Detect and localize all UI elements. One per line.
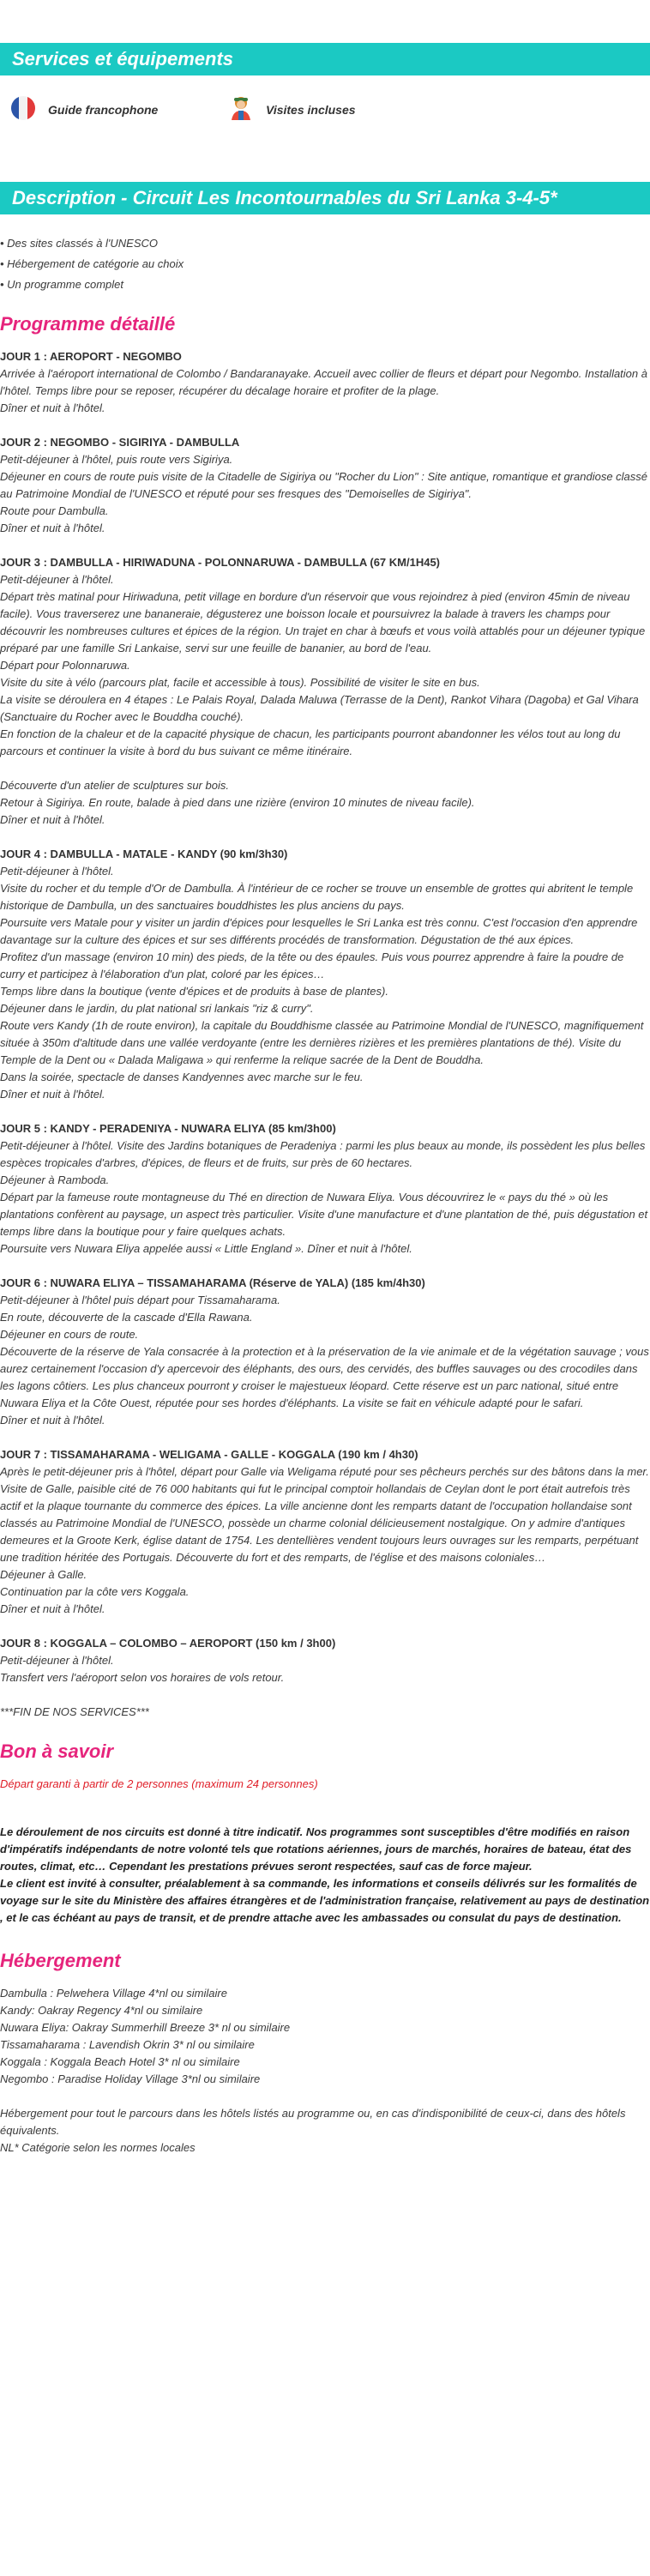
- service-item-guide: [10, 95, 228, 125]
- end-note: ***FIN DE NOS SERVICES***: [0, 1705, 149, 1718]
- legal-notice: [0, 1824, 650, 1927]
- day-title: JOUR 6 : NUWARA ELIYA – TISSAMAHARAMA (Réserve de YALA) (185 km/4h30): [0, 1276, 425, 1289]
- day-section: [0, 554, 650, 829]
- day-title: JOUR 8 : KOGGALA – COLOMBO – AEROPORT (150 km / 3h00): [0, 1637, 336, 1650]
- hotel-item: Dambulla : Pelwehera Village 4*nl ou similaire: [0, 1987, 227, 2000]
- day-line: Découverte d'un atelier de sculptures sur bois.: [0, 779, 229, 792]
- day-title: JOUR 2 : NEGOMBO - SIGIRIYA - DAMBULLA: [0, 436, 240, 449]
- day-line: Dans la soirée, spectacle de danses Kandyennes avec marche sur le feu.: [0, 1071, 364, 1083]
- description-title: Description - Circuit Les Incontournables du Sri Lanka 3-4-5*: [12, 187, 557, 208]
- hotel-item: Tissamaharama : Lavendish Okrin 3* nl ou similaire: [0, 2038, 255, 2051]
- french-flag-icon: [10, 95, 36, 125]
- accommodation-note: Hébergement pour tout le parcours dans les hôtels listés au programme ou, en cas d'indisponibilité de ceux-ci, dans des hôtels équivalents.: [0, 2107, 626, 2137]
- program-days: [0, 348, 650, 1686]
- day-line: Route pour Dambulla.: [0, 504, 109, 517]
- main-content: [0, 233, 650, 2157]
- accommodation-notes: [0, 2105, 650, 2157]
- day-line: Dîner et nuit à l'hôtel.: [0, 401, 105, 414]
- day-line: Petit-déjeuner à l'hôtel.: [0, 1654, 114, 1667]
- day-section: [0, 348, 650, 417]
- description-header: [0, 182, 650, 214]
- day-line: Visite du rocher et du temple d'Or de Dambulla. À l'intérieur de ce rocher se trouve un ensemble de grottes qui abritent le temple historique de Dambulla, un des sanctuaires bouddhistes les plus anciens du pays.: [0, 882, 634, 912]
- day-line: La visite se déroulera en 4 étapes : Le Palais Royal, Dalada Maluwa (Terrasse de la Dent), Rankot Vihara (Dagoba) et Gal Vihara (Sanctuaire du Rocher avec le Bouddha couché).: [0, 693, 639, 723]
- hotel-item: Nuwara Eliya: Oakray Summerhill Breeze 3* nl ou similaire: [0, 2021, 291, 2034]
- day-line: Dîner et nuit à l'hôtel.: [0, 1414, 105, 1427]
- good-to-know-title: Bon à savoir: [0, 1740, 114, 1762]
- service-item-visits: [228, 95, 446, 125]
- highlights-list: [0, 233, 650, 295]
- day-line: Déjeuner en cours de route.: [0, 1328, 139, 1341]
- hotel-item: Kandy: Oakray Regency 4*nl ou similaire: [0, 2004, 203, 2017]
- guide-person-icon: [228, 95, 254, 125]
- day-line: Temps libre dans la boutique (vente d'épices et de produits à base de plantes).: [0, 985, 388, 998]
- day-line: Visite du site à vélo (parcours plat, facile et accessible à tous). Possibilité de visiter le site en bus.: [0, 676, 480, 689]
- day-title: JOUR 1 : AEROPORT - NEGOMBO: [0, 350, 182, 363]
- service-label-visits: Visites incluses: [266, 103, 356, 117]
- hotel-item: Negombo : Paradise Holiday Village 3*nl ou similaire: [0, 2072, 261, 2085]
- service-label-guide: Guide francophone: [48, 103, 159, 117]
- day-line: [0, 760, 650, 777]
- day-section: [0, 846, 650, 1103]
- highlight-item: • Hébergement de catégorie au choix: [0, 257, 184, 270]
- accommodation-title: Hébergement: [0, 1950, 121, 1971]
- day-line: Déjeuner dans le jardin, du plat national sri lankais "riz & curry".: [0, 1002, 314, 1015]
- legal-paragraph: Le déroulement de nos circuits est donné à titre indicatif. Nos programmes sont susceptibles d'être modifiés en raison d'impératifs indépendants de notre volonté tels que rotations aériennes, jours de marchés, horaires de bateau, état des routes, climat, etc… Cependant les prestations prévues seront respectées, sauf cas de force majeur.: [0, 1825, 632, 1873]
- services-header: [0, 43, 650, 75]
- services-list: [0, 91, 650, 129]
- day-line: Petit-déjeuner à l'hôtel, puis route vers Sigiriya.: [0, 453, 233, 466]
- day-line: Route vers Kandy (1h de route environ), la capitale du Bouddhisme classée au Patrimoine Mondial de l'UNESCO, magnifiquement située à 350m d'altitude dans une vallée verdoyante (entre les dernières rizières et les premières plantations de thé). Visite du Temple de la Dent ou « Dalada Maligawa » qui renferme la relique sacrée de la Dent de Bouddha.: [0, 1019, 644, 1066]
- day-section: [0, 1120, 650, 1258]
- accommodation-note: NL* Catégorie selon les normes locales: [0, 2141, 196, 2154]
- highlight-item: • Des sites classés à l'UNESCO: [0, 237, 159, 250]
- day-line: Départ pour Polonnaruwa.: [0, 659, 130, 672]
- departure-guarantee: Départ garanti à partir de 2 personnes (maximum 24 personnes): [0, 1777, 318, 1790]
- day-line: Poursuite vers Matale pour y visiter un jardin d'épices pour lesquelles le Sri Lanka est très connu. C'est l'occasion d'en apprendre davantage sur la culture des épices et sur ses différents procédés de transformation. Dégustation de thé aux épices.: [0, 916, 638, 946]
- day-line: Départ très matinal pour Hiriwaduna, petit village en bordure d'un réservoir que vous rejoindrez à pied (environ 45min de niveau facile). Vous traverserez une bananeraie, dégusterez une boisson locale et poursuivrez la balade à travers les champs pour découvrir les nombreuses cultures et épices de la région. Un trajet en char à bœufs et vous voilà attablés pour un déjeuner typique préparé par une famille Sri Lankaise, servi sur une feuille de bananier, au bord de l'eau.: [0, 590, 646, 655]
- day-line: Retour à Sigiriya. En route, balade à pied dans une rizière (environ 10 minutes de niveau facile).: [0, 796, 475, 809]
- day-line: Petit-déjeuner à l'hôtel puis départ pour Tissamaharama.: [0, 1294, 280, 1306]
- day-line: Arrivée à l'aéroport international de Colombo / Bandaranayake. Accueil avec collier de fleurs et départ pour Negombo. Installation à l'hôtel. Temps libre pour se reposer, récupérer du décalage horaire et profiter de la plage.: [0, 367, 647, 397]
- day-section: [0, 1446, 650, 1618]
- day-line: Dîner et nuit à l'hôtel.: [0, 1602, 105, 1615]
- hotel-item: Koggala : Koggala Beach Hotel 3* nl ou similaire: [0, 2055, 240, 2068]
- day-line: Dîner et nuit à l'hôtel.: [0, 1088, 105, 1101]
- day-line: Petit-déjeuner à l'hôtel. Visite des Jardins botaniques de Peradeniya : parmi les plus beaux au monde, ils possèdent les plus belles espèces tropicales d'arbres, d'épices, de fleurs et de fruits, sur près de 60 hectares.: [0, 1139, 646, 1169]
- day-line: Dîner et nuit à l'hôtel.: [0, 522, 105, 534]
- day-title: JOUR 4 : DAMBULLA - MATALE - KANDY (90 km/3h30): [0, 848, 288, 860]
- day-line: En fonction de la chaleur et de la capacité physique de chacun, les participants pourront abandonner les vélos tout au long du parcours et continuer la visite à bord du bus suivant ce même itinéraire.: [0, 727, 621, 757]
- day-line: Petit-déjeuner à l'hôtel.: [0, 865, 114, 878]
- day-line: Dîner et nuit à l'hôtel.: [0, 813, 105, 826]
- day-line: Profitez d'un massage (environ 10 min) des pieds, de la tête ou des épaules. Puis vous pourrez apprendre à faire la poudre de curry et participez à l'élaboration d'un plat, coloré par les épices…: [0, 950, 624, 980]
- day-section: [0, 434, 650, 537]
- day-line: Découverte de la réserve de Yala consacrée à la protection et à la préservation de la vie animale et de la végétation sauvage ; vous aurez certainement l'occasion d'y apercevoir des éléphants, des ours, des cervidés, des buffles sauvages ou des crocodiles dans les lagons côtiers. Les plus chanceux pourront y croiser le majestueux léopard. Cette réserve est un parc national, situé entre Nuwara Eliya et la Côte Ouest, réputée pour ses hordes d'éléphants. La visite se fait en véhicule adapté pour le safari.: [0, 1345, 649, 1409]
- services-title: Services et équipements: [12, 48, 234, 69]
- highlight-item: • Un programme complet: [0, 278, 123, 291]
- day-line: Visite de Galle, paisible cité de 76 000 habitants qui fut le principal comptoir hollandais de Ceylan dont le port était autrefois très actif et la plaque tournante du commerce des épices. La ville ancienne dont les remparts datant de l'occupation hollandaise sont classés au Patrimoine Mondial de l'UNESCO, possède un charme colonial délicieusement nostalgique. On y admire d'antiques demeures et la Groote Kerk, église datant de 1754. Les dentellières vendent toujours leurs ouvrages sur les remparts, perpétuant une tradition héritée des Portugais. Découverte du fort et des remparts, de l'église et des maisons coloniales…: [0, 1482, 639, 1564]
- day-line: Poursuite vers Nuwara Eliya appelée aussi « Little England ». Dîner et nuit à l'hôtel.: [0, 1242, 412, 1255]
- hotel-list: [0, 1985, 650, 2088]
- day-line: Après le petit-déjeuner pris à l'hôtel, départ pour Galle via Weligama réputé pour ses pêcheurs perchés sur des bâtons dans la mer.: [0, 1465, 649, 1478]
- day-line: Déjeuner à Ramboda.: [0, 1173, 110, 1186]
- day-section: [0, 1275, 650, 1429]
- day-line: Départ par la fameuse route montagneuse du Thé en direction de Nuwara Eliya. Vous découvrirez le « pays du thé » où les plantations confèrent au paysage, un aspect très particulier. Visite d'une manufacture et d'une plantation de thé, puis dégustation et temps libre dans la boutique pour y faire quelques achats.: [0, 1191, 648, 1238]
- legal-paragraph: Le client est invité à consulter, préalablement à sa commande, les informations et conseils délivrés sur les formalités de voyage sur le site du Ministère des affaires étrangères et de l'administration française, relativement au pays de destination , et le cas échéant au pays de transit, et de prendre attache avec les ambassades ou consulat du pays de destination.: [0, 1877, 650, 1924]
- day-line: Déjeuner à Galle.: [0, 1568, 87, 1581]
- program-title: Programme détaillé: [0, 313, 176, 335]
- day-line: En route, découverte de la cascade d'Ella Rawana.: [0, 1311, 253, 1324]
- day-title: JOUR 5 : KANDY - PERADENIYA - NUWARA ELIYA (85 km/3h00): [0, 1122, 336, 1135]
- day-line: Continuation par la côte vers Koggala.: [0, 1585, 190, 1598]
- day-line: Petit-déjeuner à l'hôtel.: [0, 573, 114, 586]
- day-line: Déjeuner en cours de route puis visite de la Citadelle de Sigiriya ou "Rocher du Lion" : Site antique, romantique et grandiose classé au Patrimoine Mondial de l'UNESCO et réputé pour ses fresques des "Demoiselles de Sigiriya".: [0, 470, 648, 500]
- day-title: JOUR 3 : DAMBULLA - HIRIWADUNA - POLONNARUWA - DAMBULLA (67 KM/1H45): [0, 556, 441, 569]
- day-section: [0, 1635, 650, 1686]
- day-line: Transfert vers l'aéroport selon vos horaires de vols retour.: [0, 1671, 285, 1684]
- day-title: JOUR 7 : TISSAMAHARAMA - WELIGAMA - GALLE - KOGGALA (190 km / 4h30): [0, 1448, 418, 1461]
